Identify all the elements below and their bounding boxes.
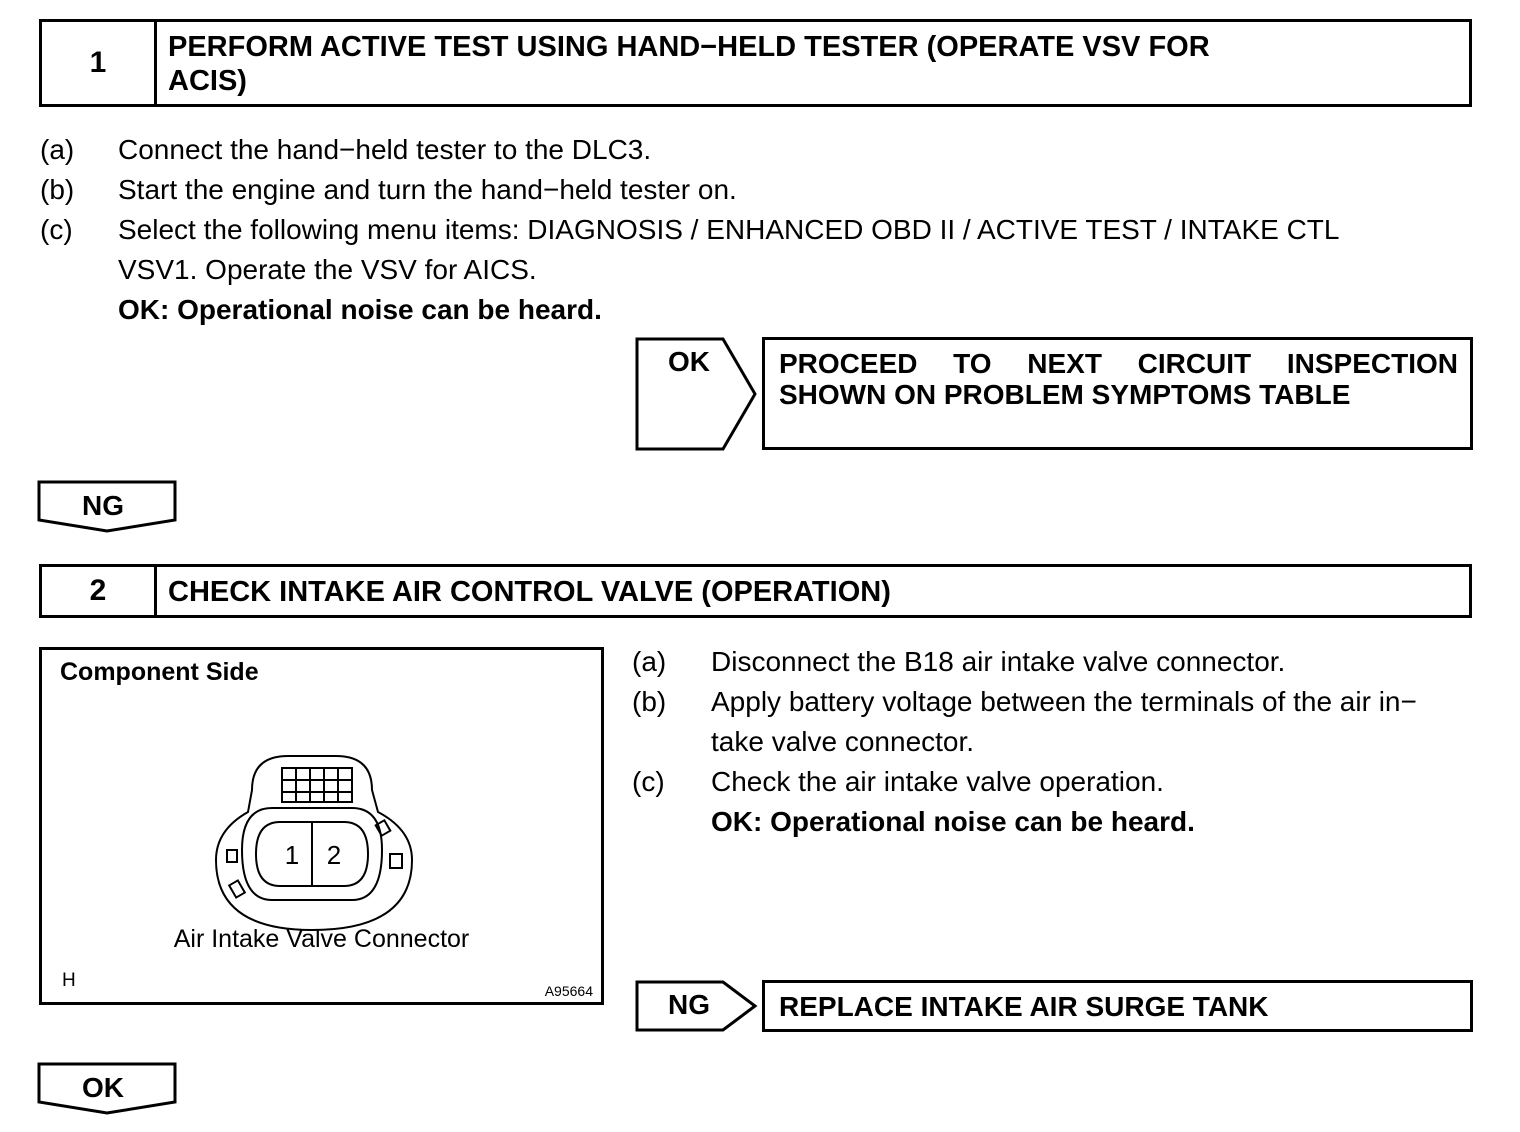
step2-header	[39, 564, 1472, 618]
step1-item-b	[40, 170, 74, 210]
step1-ok-result-line1: PROCEED TO NEXT CIRCUIT INSPECTION	[779, 348, 1458, 379]
figure-corner-label: H	[62, 970, 76, 991]
step1-ok-result-box	[762, 337, 1473, 450]
step2-ng-result: REPLACE INTAKE AIR SURGE TANK	[779, 991, 1269, 1022]
step1-ok-criterion: OK: Operational noise can be heard.	[118, 294, 602, 325]
figure-id: A95664	[544, 983, 593, 999]
connector-diagram	[212, 750, 422, 945]
step2-ok-arrow-label: OK	[82, 1072, 124, 1103]
step2-title: CHECK INTAKE AIR CONTROL VALVE (OPERATION)	[168, 576, 891, 608]
connector-figure	[39, 647, 604, 1005]
side-tab-lower-left	[229, 880, 245, 897]
pin-1-label: 1	[284, 840, 300, 870]
step1-item-c-text-cont: VSV1. Operate the VSV for AICS.	[118, 254, 537, 285]
connector-drawing	[216, 756, 412, 930]
step1-ok-arrow-label: OK	[668, 346, 710, 377]
step2-item-b-label: (b)	[632, 686, 667, 717]
step2-ng-arrow-label: NG	[668, 989, 710, 1020]
step2-item-a-label: (a)	[632, 646, 667, 677]
step1-number: 1	[42, 22, 157, 104]
step2-item-b-text-cont: take valve connector.	[711, 726, 975, 757]
step2-item-c-text: Check the air intake valve operation.	[711, 766, 1164, 797]
figure-heading: Component Side	[60, 658, 259, 686]
pin-2-label: 2	[326, 840, 342, 870]
figure-caption: Air Intake Valve Connector	[173, 925, 470, 953]
step1-ok-result-line2: SHOWN ON PROBLEM SYMPTOMS TABLE	[779, 379, 1351, 410]
step1-item-c-text: Select the following menu items: DIAGNOSIS / ENHANCED OBD II / ACTIVE TEST / INTAKE CTL	[118, 214, 1340, 245]
step1-title	[168, 30, 1459, 98]
item-label: (b)	[40, 174, 75, 205]
step1-title-line1: PERFORM ACTIVE TEST USING HAND−HELD TESTER (OPERATE VSV FOR	[168, 31, 1210, 63]
step1-title-line2: ACIS)	[168, 65, 247, 97]
step2-item-a-text: Disconnect the B18 air intake valve connector.	[711, 646, 1286, 677]
step2-ng-result-box	[762, 980, 1473, 1032]
step2-item-c-label: (c)	[632, 766, 665, 797]
step2-ok-criterion: OK: Operational noise can be heard.	[711, 806, 1195, 837]
side-tab-left	[227, 850, 237, 862]
side-tab-right	[390, 854, 402, 868]
step2-item-b-text: Apply battery voltage between the terminals of the air in−	[711, 686, 1417, 717]
step1-item-a-text: Connect the hand−held tester to the DLC3.	[118, 134, 652, 165]
step1-header	[39, 19, 1472, 107]
step1-item-c	[40, 210, 73, 250]
step2-number: 2	[42, 567, 157, 615]
item-label: (c)	[40, 214, 73, 245]
step1-item-b-text: Start the engine and turn the hand−held tester on.	[118, 174, 737, 205]
step1-ng-arrow-label: NG	[82, 490, 124, 521]
item-label: (a)	[40, 134, 75, 165]
latch-frame	[282, 768, 352, 802]
step1-item-a	[40, 130, 74, 170]
